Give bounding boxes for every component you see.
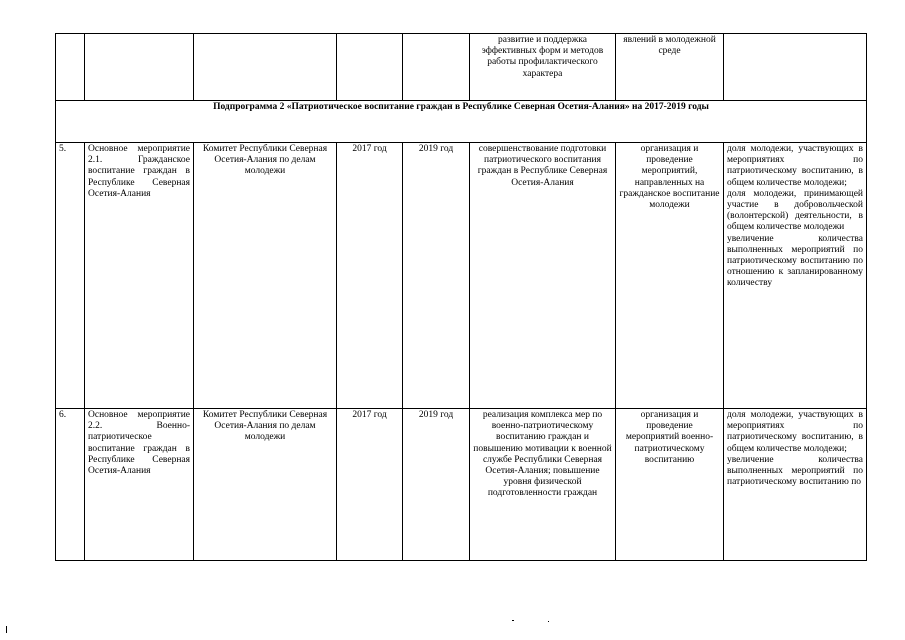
table-row	[56, 34, 867, 101]
event-cell: Основное мероприятие 2.2. Военно-патриотическое воспитание граждан в Республике Северная Осетия-Алания	[85, 409, 194, 561]
scan-speck	[512, 620, 514, 621]
subprogram-title: Подпрограмма 2 «Патриотическое воспитание граждан в Республике Северная Осетия-Алания» на 2017-2019 годы	[56, 101, 867, 143]
table-row	[56, 409, 867, 561]
executor-cell: Комитет Республики Северная Осетия-Алания по делам молодежи	[194, 409, 337, 561]
program-table	[55, 33, 867, 561]
directions-cell: явлений в молодежной среде	[616, 34, 724, 101]
indicators-cell: доля молодежи, участвующих в мероприятиях по патриотическому воспитанию, в общем количестве молодежи; увеличение количества выполненных мероприятий по патриотическому воспитанию по	[724, 409, 867, 561]
table-row	[56, 143, 867, 409]
scan-speck	[6, 626, 7, 633]
result-cell: развитие и поддержка эффективных форм и методов работы профилактического характера	[470, 34, 616, 101]
row-number: 5.	[56, 143, 85, 409]
executor-cell	[194, 34, 337, 101]
executor-cell: Комитет Республики Северная Осетия-Алания по делам молодежи	[194, 143, 337, 409]
end-cell	[403, 34, 470, 101]
result-cell: совершенствование подготовки патриотического воспитания граждан в Республике Северная Осетия-Алания	[470, 143, 616, 409]
event-cell	[85, 34, 194, 101]
directions-cell: организация и проведение мероприятий военно-патриотическому воспитанию	[616, 409, 724, 561]
end-cell: 2019 год	[403, 409, 470, 561]
directions-cell: организация и проведение мероприятий, направленных на гражданское воспитание молодежи	[616, 143, 724, 409]
start-cell: 2017 год	[337, 409, 403, 561]
end-cell: 2019 год	[403, 143, 470, 409]
start-cell: 2017 год	[337, 143, 403, 409]
indicators-cell: доля молодежи, участвующих в мероприятиях по патриотическому воспитанию, в общем количестве молодежи; доля молодежи, принимающей участие в добровольческой (волонтерской) деятельности, в общем количестве молодежи увеличение количества выполненных мероприятий по патриотическому воспитанию по отношению к запланированному количеству	[724, 143, 867, 409]
event-cell: Основное мероприятие 2.1. Гражданское воспитание граждан в Республике Северная Осетия-Алания	[85, 143, 194, 409]
subprogram-row	[56, 101, 867, 143]
start-cell	[337, 34, 403, 101]
scan-speck	[548, 621, 549, 622]
indicators-cell	[724, 34, 867, 101]
result-cell: реализация комплекса мер по военно-патриотическому воспитанию граждан и повышению мотивации к военной службе Республики Северная Осетия-Алания; повышение уровня физической подготовленности граждан	[470, 409, 616, 561]
row-number: 6.	[56, 409, 85, 561]
num-cell	[56, 34, 85, 101]
